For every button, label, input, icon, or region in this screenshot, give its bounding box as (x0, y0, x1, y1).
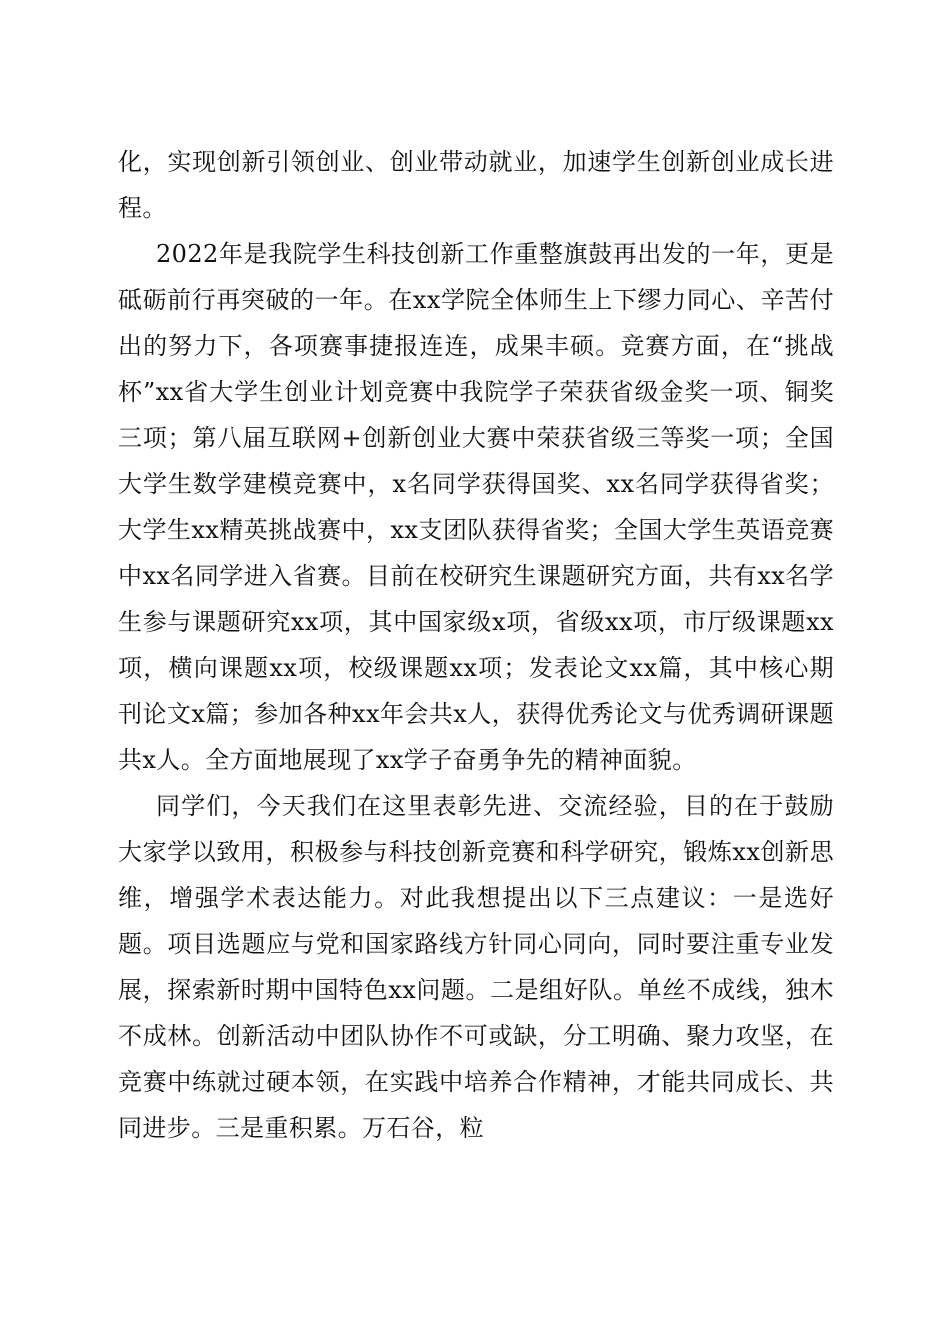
document-body (118, 139, 834, 1151)
paragraph-achievements: 2022年是我院学生科技创新工作重整旗鼓再出发的一年，更是砥砺前行再突破的一年。在xx学院全体师生上下缪力同心、辛苦付出的努力下，各项赛事捷报连连，成果丰硕。竞赛方面，在“挑战杯”xx省大学生创业计划竞赛中我院学子荣获省级金奖一项、铜奖三项；第八届互联网+创新创业大赛中荣获省级三等奖一项；全国大学生数学建模竞赛中，x名同学获得国奖、xx名同学获得省奖；大学生xx精英挑战赛中，xx支团队获得省奖；全国大学生英语竞赛中xx名同学进入省赛。目前在校研究生课题研究方面，共有xx名学生参与课题研究xx项，其中国家级x项，省级xx项，市厅级课题xx项，横向课题xx项，校级课题xx项；发表论文xx篇，其中核心期刊论文x篇；参加各种xx年会共x人，获得优秀论文与优秀调研课题共x人。全方面地展现了xx学子奋勇争先的精神面貌。 (118, 240, 834, 774)
paragraph-suggestions: 同学们，今天我们在这里表彰先进、交流经验，目的在于鼓励大家学以致用，积极参与科技创新竞赛和科学研究，锻炼xx创新思维，增强学术表达能力。对此我想提出以下三点建议：一是选好题。项目选题应与党和国家路线方针同心同向，同时要注重专业发展，探索新时期中国特色xx问题。二是组好队。单丝不成线，独木不成林。创新活动中团队协作不可或缺，分工明确、聚力攻坚，在竞赛中练就过硬本领，在实践中培养合作精神，才能共同成长、共同进步。三是重积累。万石谷，粒 (118, 792, 834, 1142)
paragraph-continuation: 化，实现创新引领创业、创业带动就业，加速学生创新创业成长进程。 (118, 148, 834, 222)
